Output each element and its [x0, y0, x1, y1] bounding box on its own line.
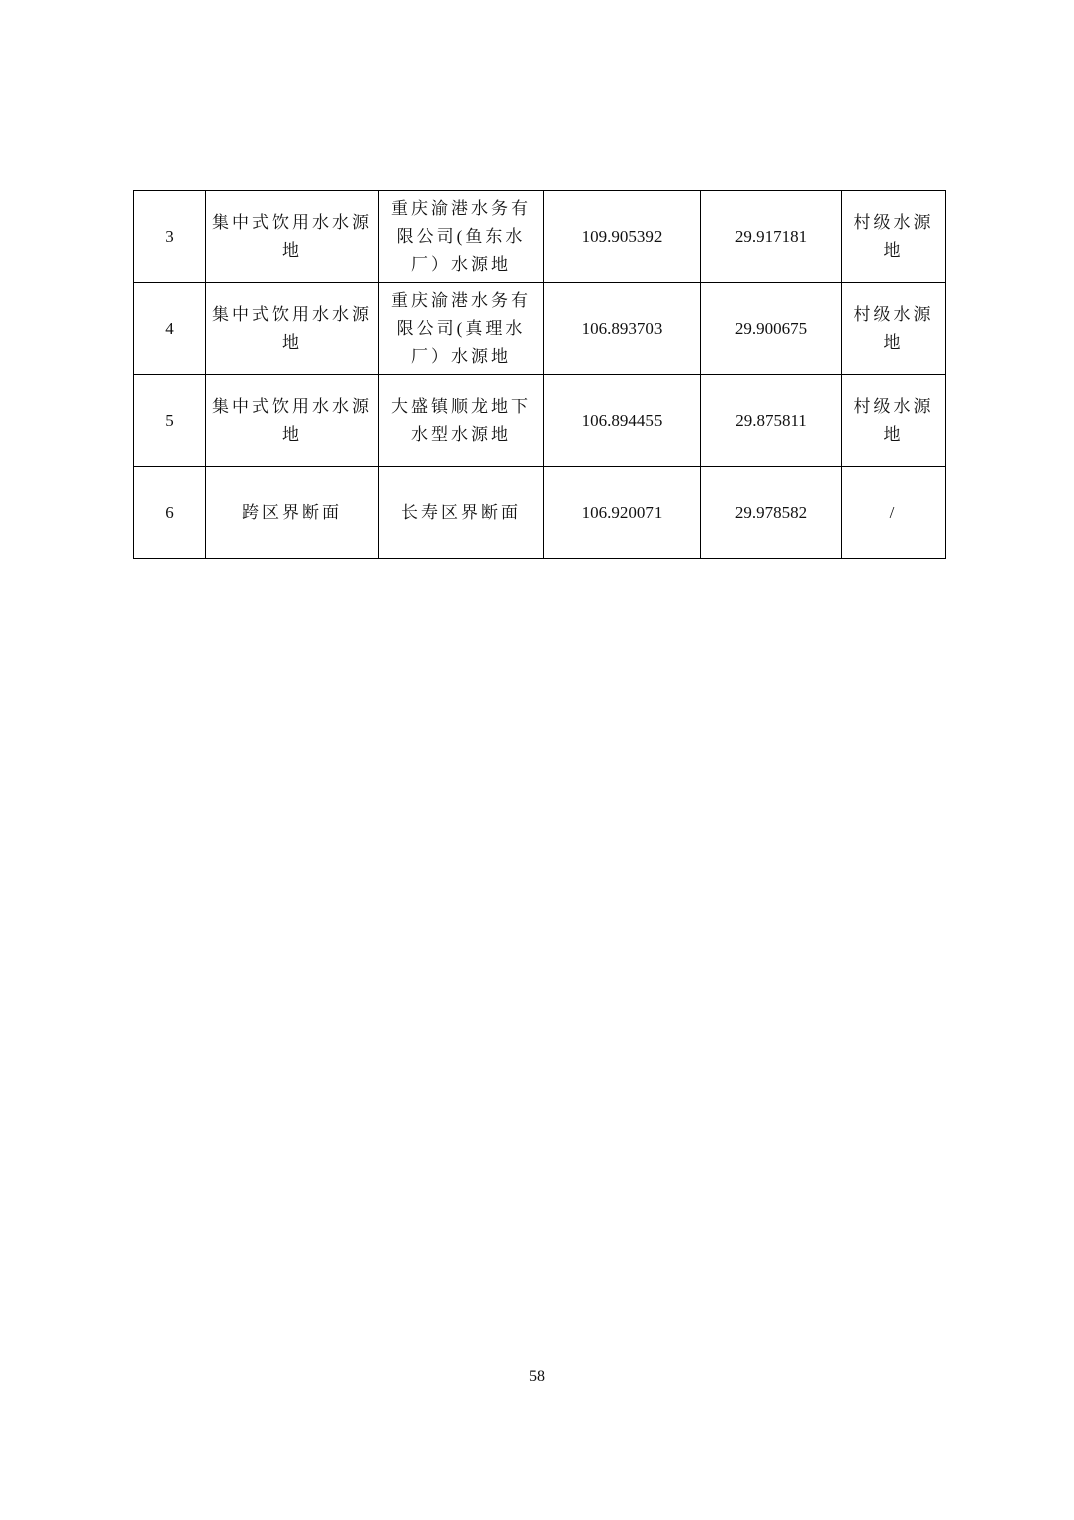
table-row: [134, 467, 946, 559]
cell-name: 重庆渝港水务有限公司(真理水厂）水源地: [379, 283, 544, 375]
cell-type: 集中式饮用水水源地: [206, 191, 379, 283]
cell-longitude: 106.894455: [544, 375, 701, 467]
cell-name: 大盛镇顺龙地下水型水源地: [379, 375, 544, 467]
cell-latitude: 29.978582: [701, 467, 842, 559]
cell-latitude: 29.900675: [701, 283, 842, 375]
cell-level: /: [842, 467, 946, 559]
cell-no: 3: [134, 191, 206, 283]
cell-level: 村级水源地: [842, 191, 946, 283]
cell-longitude: 109.905392: [544, 191, 701, 283]
table-row: [134, 191, 946, 283]
table-row: [134, 283, 946, 375]
cell-no: 6: [134, 467, 206, 559]
cell-longitude: 106.893703: [544, 283, 701, 375]
cell-name: 重庆渝港水务有限公司(鱼东水厂）水源地: [379, 191, 544, 283]
cell-type: 集中式饮用水水源地: [206, 283, 379, 375]
table-row: [134, 375, 946, 467]
cell-no: 4: [134, 283, 206, 375]
cell-type: 跨区界断面: [206, 467, 379, 559]
cell-longitude: 106.920071: [544, 467, 701, 559]
cell-type: 集中式饮用水水源地: [206, 375, 379, 467]
cell-no: 5: [134, 375, 206, 467]
cell-latitude: 29.875811: [701, 375, 842, 467]
cell-level: 村级水源地: [842, 283, 946, 375]
cell-latitude: 29.917181: [701, 191, 842, 283]
monitoring-sites-table: [133, 190, 946, 559]
cell-level: 村级水源地: [842, 375, 946, 467]
page-number: 58: [529, 1368, 545, 1385]
cell-name: 长寿区界断面: [379, 467, 544, 559]
